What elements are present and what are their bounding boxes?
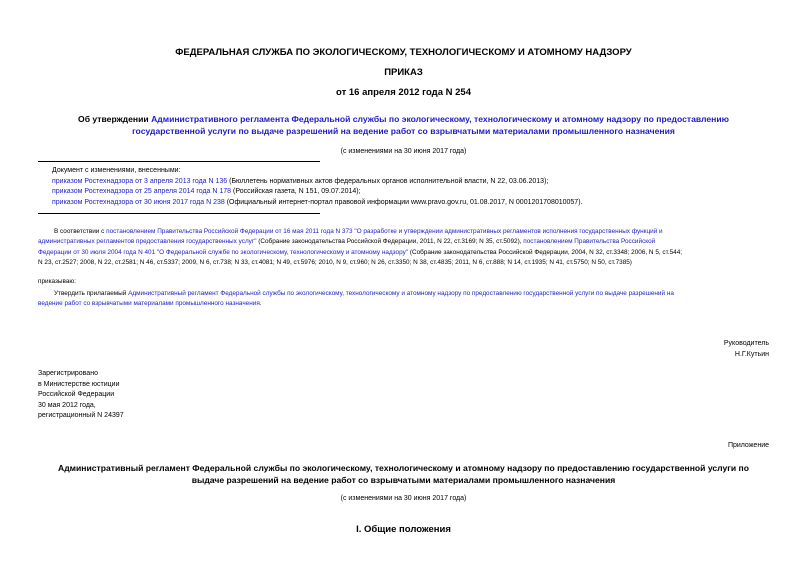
regulation-link-cont[interactable]: государственной услуги по выдаче разрешений на ведение работ со взрывчатыми материалами промышленного назначения [132,125,675,136]
regulation-title-line: Административный регламент Федеральной службы по экологическому, технологическому и атомному надзору по предоставлению государственной услуги по [57,463,749,473]
preamble-text: (Собрание законодательства Российской Федерации, 2004, N 32, ст.3348; 2006, N 5, ст.544; [409,248,683,256]
appendix-label: Приложение [727,442,769,449]
order-date-number: от 16 апреля 2012 года N 254 [336,87,471,98]
change-source: (Бюллетень нормативных актов федеральных органов исполнительной власти, N 22, 03.06.2013); [229,177,549,185]
preamble-paragraph [38,227,770,269]
change-item [52,177,582,188]
preamble-line [38,227,770,237]
signature-block [724,339,769,360]
title-prefix: Об утверждении [78,114,149,124]
revision-note: (с изменениями на 30 июня 2017 года) [340,148,467,155]
regulation-title-line: выдаче разрешений на ведение работ со взрывчатыми материалами промышленного назначения [191,474,616,485]
change-source: (Официальный интернет-портал правовой информации www.pravo.gov.ru, 01.08.2017, N 0001201708010057). [226,198,583,206]
regulation-title [0,463,807,486]
regulation-revision-note: (с изменениями на 30 июня 2017 года) [340,495,467,502]
order-word: приказываю: [38,278,76,285]
approved-regulation-link-cont[interactable]: ведение работ со взрывчатыми материалами промышленного назначения [38,300,260,308]
change-link[interactable]: приказом Ростехнадзора от 25 апреля 2014 года N 178 [52,188,232,195]
divider-bottom [38,213,320,214]
change-item [52,187,582,198]
approve-paragraph [38,289,770,310]
changes-intro: Документ с изменениями, внесенными: [52,167,181,174]
approve-text: Утвердить прилагаемый [54,290,127,297]
decree-401-link-cont[interactable]: Федерации от 30 июля 2004 года N 401 "О Федеральной службе по экологическому, технологическому и атомному надзору" [38,248,409,256]
approve-end: . [259,300,262,308]
signature-role: Руководитель [723,340,769,347]
change-source: (Российская газета, N 151, 09.07.2014); [233,188,361,195]
order-heading: ПРИКАЗ [384,67,423,78]
preamble-line [38,248,770,258]
change-link[interactable]: приказом Ростехнадзора от 30 июня 2017 года N 238 [52,198,225,206]
divider-top [38,161,320,162]
decree-401-link[interactable]: постановлением Правительства Российской [523,238,656,246]
section-title: I. Общие положения [356,524,451,535]
preamble-text: В соответствии с [54,228,105,235]
preamble-text: (Собрание законодательства Российской Федерации, 2011, N 22, ст.3169; N 35, ст.5092), [258,238,522,246]
approve-line [38,289,770,299]
changes-block [52,166,582,208]
preamble-line [38,237,770,247]
decree-373-link-cont[interactable]: административных регламентов предоставления государственных услуг" [38,238,257,246]
registration-line: 30 мая 2012 года, [38,401,96,409]
approve-line [38,299,770,309]
change-item [52,198,582,209]
regulation-link[interactable]: Административного регламента Федеральной службы по экологическому, технологическому и атомному надзору по предоставлению [151,114,729,124]
agency-heading: ФЕДЕРАЛЬНАЯ СЛУЖБА ПО ЭКОЛОГИЧЕСКОМУ, ТЕХНОЛОГИЧЕСКОМУ И АТОМНОМУ НАДЗОРУ [175,47,632,58]
signature-name: Н.Г.Кутьин [734,350,769,358]
registration-line: в Министерстве юстиции [38,380,120,388]
decree-373-link[interactable]: постановлением Правительства Российской Федерации от 16 мая 2011 года N 373 "О разработке и утверждении административных регламентов исполнения государственных функций и [106,228,663,235]
registration-line: регистрационный N 24397 [38,412,124,419]
registration-line: Зарегистрировано [38,370,98,377]
change-link[interactable]: приказом Ростехнадзора от 3 апреля 2013 года N 136 [52,177,228,185]
registration-line: Российской Федерации [38,391,115,398]
order-title [0,114,807,137]
preamble-line: N 23, ст.2527; 2008, N 22, ст.2581; N 46, ст.5337; 2009, N 6, ст.738; N 33, ст.4081; N 49, ст.5976; 2010, N 9, ст.960; N 26, ст.3350; N 38, ст.4835; 2011, N 6, ст.888; N 14, ст.1935; N 41, ст.5750; N 50, ст.7385) [38,259,632,267]
approved-regulation-link[interactable]: Административный регламент Федеральной службы по экологическому, технологическому и атомному надзору по предоставлению государственной услуги по выдаче разрешений на [128,290,674,297]
registration-block [38,369,124,422]
